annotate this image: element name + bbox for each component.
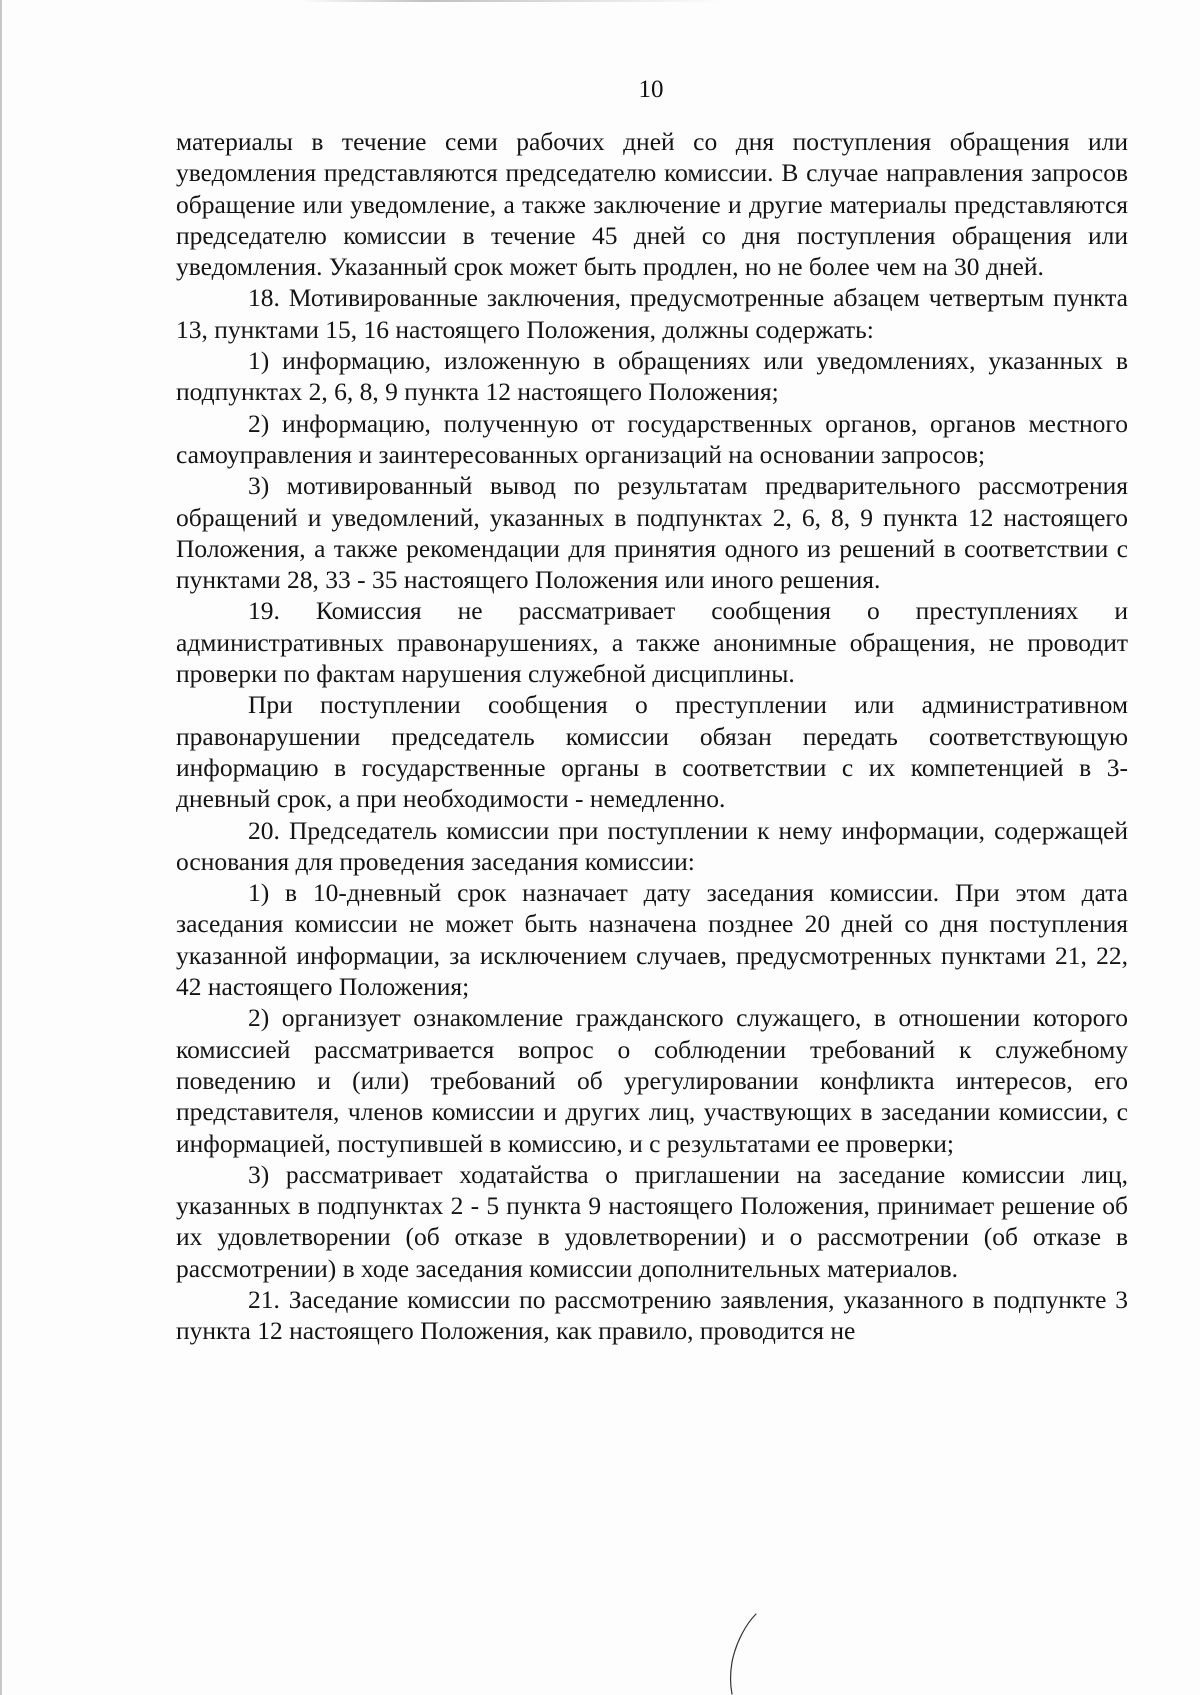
paragraph: 3) рассматривает ходатайства о приглашении на заседание комиссии лиц, указанных в подпунктах 2 - 5 пункта 9 настоящего Положения, принимает решение об их удовлетворении (об отказе в удовлетворении) и о рассмотрении (об отказе в рассмотрении) в ходе заседания комиссии дополнительных материалов. — [176, 1159, 1128, 1283]
scan-artifact — [300, 0, 720, 2]
paragraph: материалы в течение семи рабочих дней со дня поступления обращения или уведомления представляются председателю комиссии. В случае направления запросов обращение или уведомление, а также заключение и другие материалы представляются председателю комиссии в течение 45 дней со дня поступления обращения или уведомления. Указанный срок может быть продлен, но не более чем на 30 дней. — [176, 127, 1128, 282]
paragraph: 2) информацию, полученную от государственных органов, органов местного самоуправления и заинтересованных организаций на основании запросов; — [176, 408, 1128, 469]
paragraph: 1) информацию, изложенную в обращениях или уведомлениях, указанных в подпунктах 2, 6, 8, 9 пункта 12 настоящего Положения; — [176, 346, 1128, 407]
paragraph: 20. Председатель комиссии при поступлении к нему информации, содержащей основания для проведения заседания комиссии: — [176, 815, 1128, 876]
page-number: 10 — [638, 76, 664, 103]
paragraph: 2) организует ознакомление гражданского служащего, в отношении которого комиссией рассматривается вопрос о соблюдении требований к служебному поведению и (или) требований об урегулировании конфликта интересов, его представителя, членов комиссии и других лиц, участвующих в заседании комиссии, с информацией, поступившей в комиссию, и с результатами ее проверки; — [176, 1003, 1128, 1158]
scan-edge — [0, 0, 2, 1695]
paragraph: 18. Мотивированные заключения, предусмотренные абзацем четвертым пункта 13, пунктами 15, 16 настоящего Положения, должны содержать: — [176, 283, 1128, 344]
paragraph: При поступлении сообщения о преступлении или административном правонарушении председатель комиссии обязан передать соответствующую информацию в государственные органы в соответствии с их компетенцией в 3-дневный срок, а при необходимости - немедленно. — [176, 690, 1128, 814]
pen-mark-icon — [726, 1612, 766, 1695]
paragraph: 21. Заседание комиссии по рассмотрению заявления, указанного в подпункте 3 пункта 12 настоящего Положения, как правило, проводится не — [176, 1284, 1128, 1346]
paragraph: 19. Комиссия не рассматривает сообщения о преступлениях и административных правонарушениях, а также анонимные обращения, не проводит проверки по фактам нарушения служебной дисциплины. — [176, 596, 1128, 689]
paragraph: 1) в 10-дневный срок назначает дату заседания комиссии. При этом дата заседания комиссии не может быть назначена позднее 20 дней со дня поступления указанной информации, за исключением случаев, предусмотренных пунктами 21, 22, 42 настоящего Положения; — [176, 878, 1128, 1002]
paragraph: 3) мотивированный вывод по результатам предварительного рассмотрения обращений и уведомлений, указанных в подпунктах 2, 6, 8, 9 пункта 12 настоящего Положения, а также рекомендации для принятия одного из решений в соответствии с пунктами 28, 33 - 35 настоящего Положения или иного решения. — [176, 471, 1128, 595]
document-body — [176, 126, 1128, 1347]
